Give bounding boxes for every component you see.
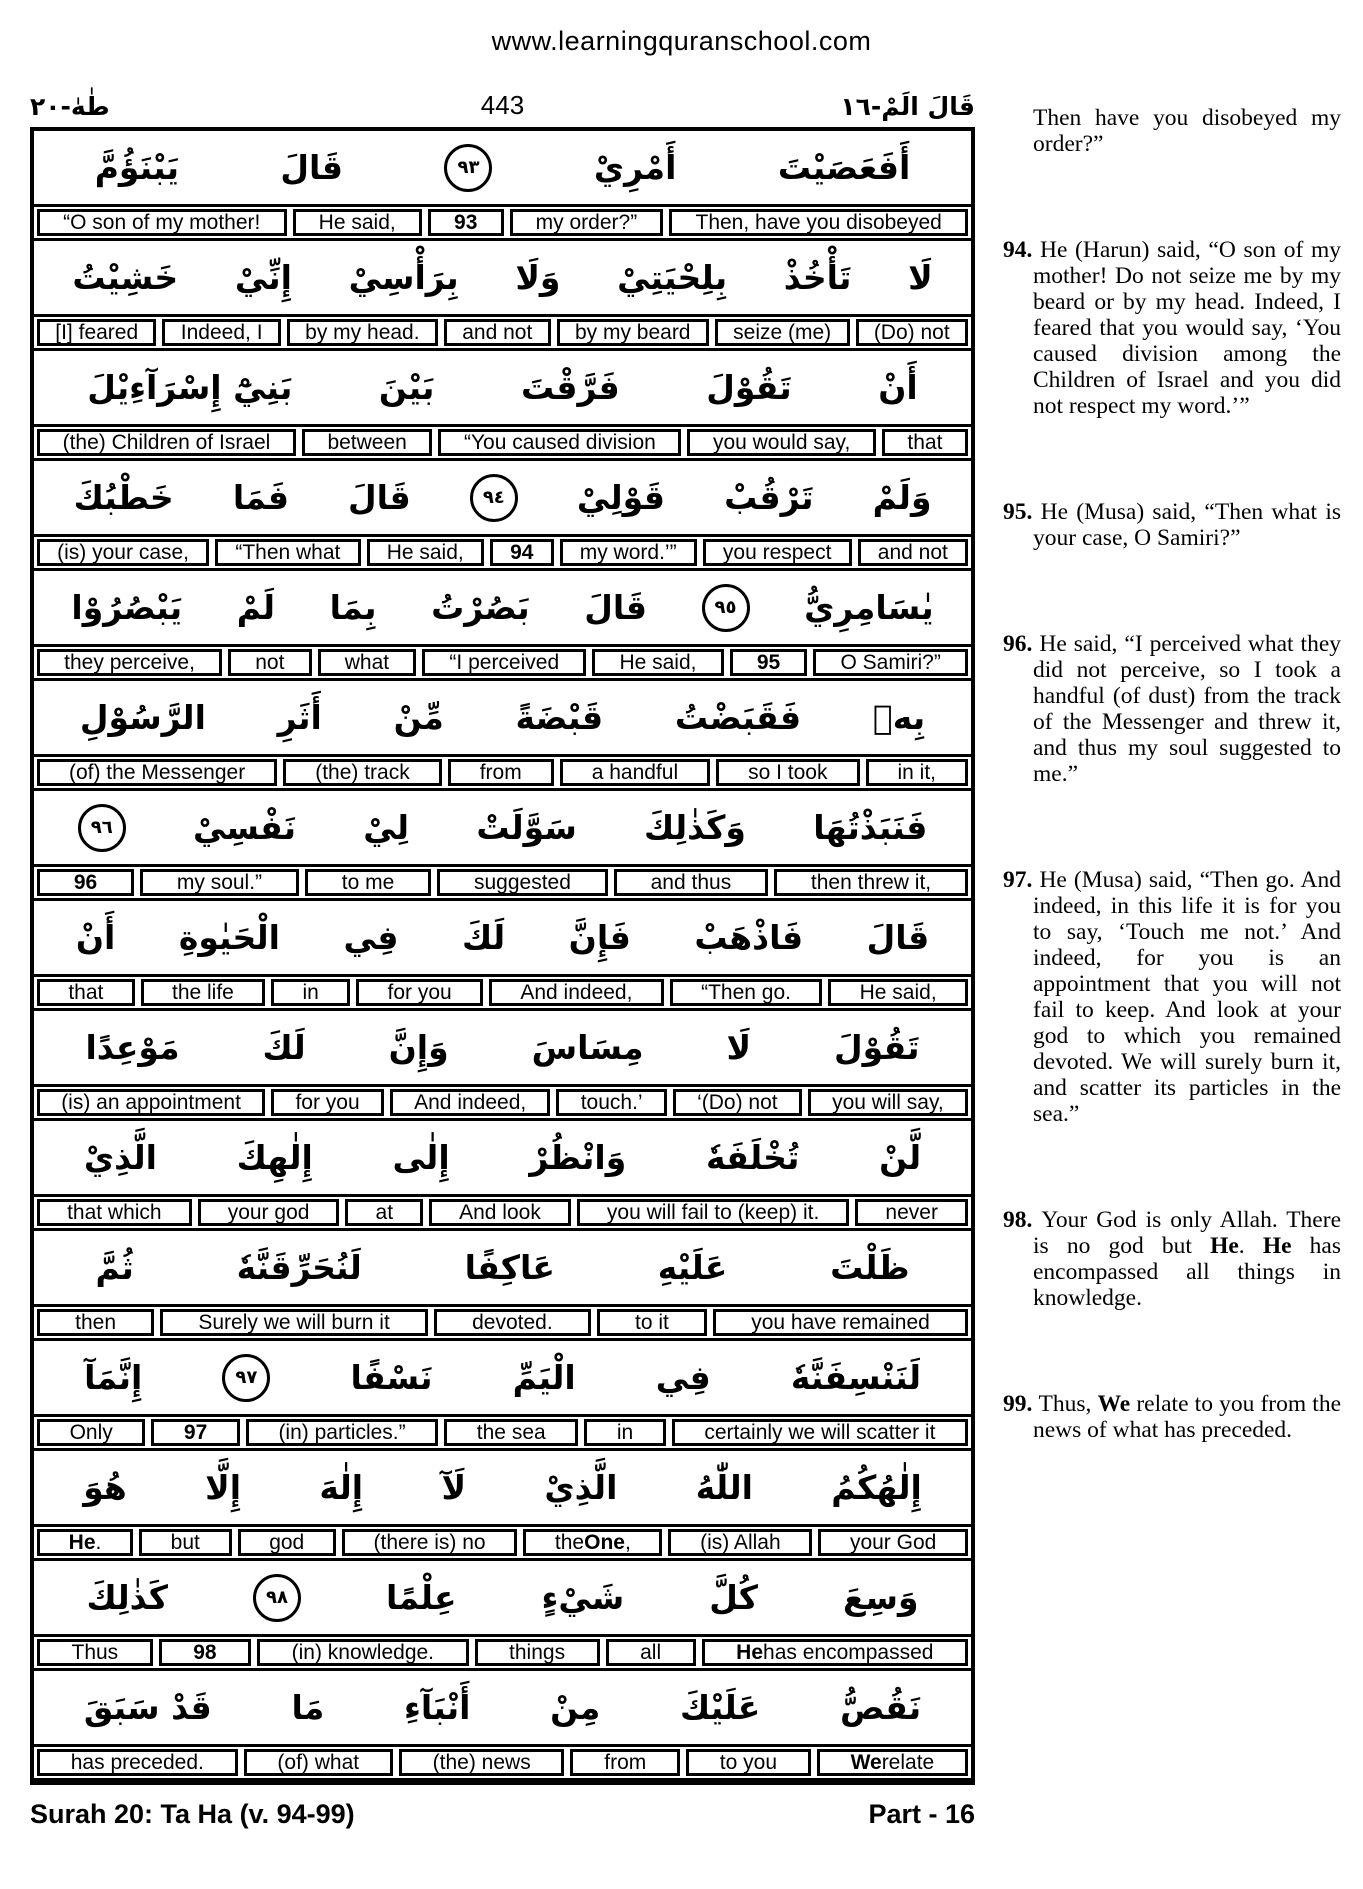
translation-cell: And look (429, 1199, 571, 1226)
arabic-word: الَّذِيْ (83, 1138, 157, 1177)
translation-cell: then threw it, (774, 869, 968, 896)
verse-number-label: 96. (1003, 631, 1040, 657)
arabic-word: فَإِنَّ (568, 918, 631, 957)
translation-cell: (is) your case, (37, 539, 209, 566)
arabic-word: إِلٰهُكُمُ (831, 1468, 922, 1507)
translation-cell: you have remained (713, 1309, 968, 1336)
translation-cell: the life (141, 979, 266, 1006)
arabic-word: مِنْ (550, 1688, 601, 1727)
continuation-paragraph: Then have you disobeyed my order?” (1033, 105, 1341, 157)
arabic-line (34, 1011, 971, 1084)
translation-cell: and not (858, 539, 968, 566)
translation-line (34, 204, 971, 241)
arabic-word: وَلَا (515, 258, 561, 297)
translation-cell: to you (686, 1749, 811, 1776)
translation-cell: Surely we will burn it (160, 1309, 428, 1336)
arabic-word: بِرَأْسِيْ (348, 258, 459, 297)
translation-line (34, 1194, 971, 1231)
translation-cell: “I perceived (422, 649, 586, 676)
translation-cell: your god (198, 1199, 340, 1226)
verse-number-cell: 97 (151, 1419, 240, 1446)
translation-line (34, 424, 971, 461)
arabic-word: الَّذِيْ (544, 1468, 618, 1507)
verse-translation-paragraph: 99. Thus, We relate to you from the news of what has preceded. (1003, 1391, 1342, 1443)
arabic-word: أَنْ (75, 918, 116, 957)
translation-line (34, 1634, 971, 1671)
translation-cell: the One , (523, 1529, 662, 1556)
arabic-word: عَلَيْكَ (680, 1688, 761, 1727)
arabic-line (34, 1341, 971, 1414)
juz-marker-arabic: قَالَ الَمْ-١٦ (840, 92, 975, 121)
translation-line (34, 974, 971, 1011)
footer-part-label: Part - 16 (868, 1799, 975, 1829)
translation-cell: not (228, 649, 312, 676)
word-translation-table (30, 127, 975, 1785)
arabic-word: بَصُرْتُ (431, 588, 530, 627)
arabic-word: إِلَّا (205, 1468, 242, 1507)
arabic-word: يٰسَامِرِيُّ (804, 588, 934, 627)
translation-cell: you will say, (808, 1089, 968, 1116)
arabic-word: لَنُحَرِّقَنَّهٗ (236, 1248, 362, 1287)
arabic-line (34, 351, 971, 424)
arabic-word: وَانْظُرْ (529, 1138, 627, 1177)
arabic-word: بَنِيْٓ إِسْرَآءِيْلَ (87, 368, 293, 407)
translation-line (34, 1304, 971, 1341)
translation-cell: in it, (866, 759, 969, 786)
arabic-word: قَوْلِيْ (576, 478, 665, 517)
verse-number-cell: 98 (159, 1639, 251, 1666)
arabic-word: وَلَمْ (872, 478, 932, 517)
translation-cell: to me (305, 869, 431, 896)
translation-cell: that (37, 979, 135, 1006)
verse-number-label: 99. (1003, 1391, 1039, 1417)
translation-line (34, 754, 971, 791)
translation-cell: “Then what (215, 539, 360, 566)
translation-cell: ‘(Do) not (673, 1089, 802, 1116)
arabic-word: بِلِحْيَتِيْ (617, 258, 728, 297)
arabic-word: نَقُصُّ (839, 1688, 922, 1727)
translation-cell: O Samiri?” (813, 649, 968, 676)
translation-cell: (in) particles.” (246, 1419, 438, 1446)
arabic-word: إِلٰهَ (319, 1468, 364, 1507)
translation-cell: all (606, 1639, 696, 1666)
arabic-word: لَّنْ (879, 1138, 922, 1177)
verse-number-cell: 95 (730, 649, 808, 676)
translation-cell: things (475, 1639, 600, 1666)
translation-cell: you would say, (687, 429, 875, 456)
translation-cell: my word.’” (560, 539, 697, 566)
arabic-line (34, 901, 971, 974)
translation-cell: for you (356, 979, 483, 1006)
arabic-line (34, 241, 971, 314)
translation-line (34, 1084, 971, 1121)
arabic-word: أَمْرِيْ (593, 148, 677, 187)
translation-cell: (is) Allah (668, 1529, 812, 1556)
arabic-word: لَمْ (236, 588, 275, 627)
verse-number-circle: ٩٥ (702, 584, 750, 632)
translation-line (34, 314, 971, 351)
translation-cell: (in) knowledge. (257, 1639, 468, 1666)
footer-surah-label: Surah 20: Ta Ha (v. 94-99) (30, 1799, 355, 1829)
content (0, 73, 1363, 1830)
translation-cell: that which (37, 1199, 192, 1226)
translation-line (34, 1414, 971, 1451)
arabic-word: فَنَبَذْتُهَا (813, 808, 928, 847)
arabic-word: إِلٰى (392, 1138, 450, 1177)
verse-number-circle: ٩٧ (222, 1354, 270, 1402)
page-footer (30, 1799, 975, 1830)
arabic-word: فِي (343, 918, 399, 957)
translation-cell: a handful (560, 759, 710, 786)
arabic-word: فِي (655, 1358, 711, 1397)
arabic-line (34, 571, 971, 644)
arabic-word: بِهٖ (872, 698, 926, 737)
arabic-word: نَسْفًا (350, 1358, 433, 1397)
verse-number-circle: ٩٣ (444, 144, 492, 192)
translation-cell: He said, (367, 539, 484, 566)
arabic-word: قَالَ (584, 588, 647, 627)
translation-cell: for you (271, 1089, 384, 1116)
translation-cell: He said, (828, 979, 968, 1006)
arabic-word: مَوْعِدًا (85, 1028, 180, 1067)
arabic-word: بِمَا (329, 588, 377, 627)
translation-cell: Thus (37, 1639, 153, 1666)
verse-number-cell: 93 (428, 209, 504, 236)
arabic-line (34, 1121, 971, 1194)
verse-number-label: 98. (1003, 1207, 1042, 1233)
translation-cell: [I] feared (37, 319, 157, 346)
arabic-word: وَكَذٰلِكَ (644, 808, 746, 847)
translation-cell: they perceive, (37, 649, 222, 676)
arabic-word: وَسِعَ (842, 1578, 919, 1617)
translation-line (34, 644, 971, 681)
arabic-word: مِسَاسَ (531, 1028, 644, 1067)
arabic-word: لَنَنْسِفَنَّهٗ (790, 1358, 921, 1397)
arabic-word: فَرَّقْتَ (521, 368, 620, 407)
arabic-word: قَبْضَةً (515, 698, 604, 737)
translation-cell: then (37, 1309, 154, 1336)
arabic-line (34, 1561, 971, 1634)
arabic-word: تَأْخُذْ (783, 258, 852, 297)
translation-cell: “Then go. (670, 979, 823, 1006)
main-column (30, 73, 975, 1830)
translation-cell: (the) news (399, 1749, 565, 1776)
arabic-word: لَكَ (262, 1028, 306, 1067)
arabic-word: فَمَا (232, 478, 289, 517)
translation-cell: from (448, 759, 554, 786)
surah-marker-arabic: طٰهٰ-٢٠ (30, 92, 110, 121)
translation-cell: devoted. (434, 1309, 591, 1336)
arabic-word: ثُمَّ (95, 1248, 134, 1287)
translation-line (34, 864, 971, 901)
translation-cell: in (271, 979, 350, 1006)
arabic-word: قَالَ (280, 148, 344, 187)
translation-cell: the sea (444, 1419, 578, 1446)
translation-cell: He said, (592, 649, 723, 676)
arabic-line (34, 131, 971, 204)
arabic-word: لِيْ (363, 808, 410, 847)
verse-number-circle: ٩٦ (78, 804, 126, 852)
arabic-word: لَا (908, 258, 933, 297)
translation-cell: you will fail to (keep) it. (577, 1199, 850, 1226)
translation-cell: from (570, 1749, 680, 1776)
translation-cell: but (139, 1529, 232, 1556)
arabic-word: شَيْءٍ (541, 1578, 625, 1617)
arabic-word: أَنْبَآءِ (404, 1688, 471, 1727)
arabic-word: عَلَيْهِ (657, 1248, 728, 1287)
arabic-word: إِنِّيْ (234, 258, 292, 297)
translation-cell: And indeed, (489, 979, 664, 1006)
verse-number-circle: ٩٤ (470, 474, 518, 522)
site-url: www.learningquranschool.com (491, 26, 872, 56)
translation-cell: between (302, 429, 433, 456)
arabic-word: لَا (726, 1028, 752, 1067)
translation-cell: touch.’ (556, 1089, 666, 1116)
translation-cell: (of) what (244, 1749, 393, 1776)
arabic-word: خَطْبُكَ (73, 478, 174, 517)
arabic-word: إِنَّمَآ (84, 1358, 143, 1397)
verse-translation-paragraph: 94. He (Harun) said, “O son of my mother! Do not seize me by my beard or by my head. Indeed, I feared that you would say, ‘You caused division among the Children of Israel and you did not respect my word.’” (1003, 237, 1341, 419)
verse-translation-paragraph: 98. Your God is only Allah. There is no god but He. He has encompassed all things in knowledge. (1003, 1207, 1342, 1311)
arabic-word: تَرْقُبْ (724, 478, 814, 517)
translation-line (34, 1744, 971, 1781)
arabic-word: أَفَعَصَيْتَ (777, 148, 911, 187)
translation-cell: and not (444, 319, 551, 346)
arabic-line (34, 1451, 971, 1524)
verse-number-cell: 96 (37, 869, 134, 896)
arabic-line (34, 1231, 971, 1304)
arabic-word: كُلَّ (709, 1578, 758, 1617)
translation-cell: god (238, 1529, 336, 1556)
translation-cell: what (318, 649, 417, 676)
verse-number-label: 95. (1003, 499, 1041, 525)
translation-cell: in (584, 1419, 666, 1446)
arabic-word: بَيْنَ (378, 368, 435, 407)
translation-cell: my soul.” (140, 869, 299, 896)
arabic-word: إِلٰهِكَ (236, 1138, 313, 1177)
arabic-word: مِّنْ (393, 698, 444, 737)
translation-cell: And indeed, (390, 1089, 551, 1116)
translation-cell: your God (818, 1529, 968, 1556)
verse-number-cell: 94 (490, 539, 554, 566)
arabic-word: لَكَ (462, 918, 506, 957)
translation-line (34, 1524, 971, 1561)
translation-cell: (there is) no (342, 1529, 517, 1556)
translation-cell: certainly we will scatter it (672, 1419, 968, 1446)
translation-cell: by my head. (287, 319, 438, 346)
arabic-word: عَاكِفًا (464, 1248, 555, 1287)
arabic-word: تُخْلَفَهٗ (705, 1138, 800, 1177)
verse-number-label: 94. (1003, 237, 1041, 263)
arabic-word: نَفْسِيْ (192, 808, 297, 847)
translation-line (34, 534, 971, 571)
arabic-word: تَقُوْلَ (834, 1028, 920, 1067)
arabic-word: يَبْنَؤُمَّ (94, 148, 179, 187)
translation-cell: Indeed, I (162, 319, 280, 346)
translation-cell: Then, have you disobeyed (669, 209, 968, 236)
verse-translation-paragraph: 97. He (Musa) said, “Then go. And indeed, in this life it is for you to say, ‘Touch me not.’ And indeed, for you is an appointment that you will not fail to keep. And look at your god to which you remained devoted. We will surely burn it, and scatter its particles in the sea.” (1003, 867, 1341, 1127)
arabic-word: عِلْمًا (385, 1578, 457, 1617)
arabic-word: لَآ (441, 1468, 467, 1507)
translation-cell: “You caused division (438, 429, 681, 456)
arabic-word: فَاذْهَبْ (694, 918, 804, 957)
arabic-word: أَثَرِ (277, 698, 322, 737)
arabic-word: الرَّسُوْلِ (79, 698, 206, 737)
translation-cell: at (345, 1199, 423, 1226)
arabic-word: فَقَبَضْتُ (674, 698, 802, 737)
arabic-word: خَشِيْتُ (72, 258, 179, 297)
translation-cell: He has encompassed (702, 1639, 968, 1666)
arabic-word: ظَلْتَ (830, 1248, 910, 1287)
arabic-line (34, 681, 971, 754)
page-header (30, 73, 975, 121)
translation-cell: (the) Children of Israel (37, 429, 296, 456)
translation-cell: He said, (293, 209, 422, 236)
translation-cell: to it (597, 1309, 707, 1336)
translation-cell: suggested (437, 869, 608, 896)
arabic-word: قَالَ (348, 478, 411, 517)
translation-sidebar (1003, 73, 1341, 1830)
arabic-word: اللّٰهُ (695, 1468, 753, 1507)
translation-cell: so I took (716, 759, 859, 786)
translation-cell: (is) an appointment (37, 1089, 265, 1116)
arabic-word: قَدْ سَبَقَ (83, 1688, 212, 1727)
translation-cell: “O son of my mother! (37, 209, 287, 236)
arabic-line (34, 791, 971, 864)
verse-translation-paragraph: 96. He said, “I perceived what they did not perceive, so I took a handful (of dust) from the track of the Messenger and threw it, and thus my soul suggested to me.” (1003, 631, 1342, 787)
translation-cell: has preceded. (37, 1749, 238, 1776)
verse-number-circle: ٩٨ (253, 1574, 301, 1622)
translation-cell: never (855, 1199, 968, 1226)
translation-cell: seize (me) (715, 319, 850, 346)
translation-cell: that (882, 429, 968, 456)
page-number: 443 (480, 90, 525, 120)
translation-cell: We relate (817, 1749, 968, 1776)
translation-cell: (of) the Messenger (37, 759, 277, 786)
translation-cell: He . (37, 1529, 133, 1556)
translation-cell: by my beard (557, 319, 709, 346)
arabic-word: يَبْصُرُوْا (71, 588, 183, 627)
arabic-word: هُوَ (83, 1468, 127, 1507)
translation-cell: my order?” (510, 209, 664, 236)
translation-cell: (the) track (283, 759, 442, 786)
verse-translation-paragraph: 95. He (Musa) said, “Then what is your case, O Samiri?” (1003, 499, 1342, 551)
arabic-line (34, 461, 971, 534)
arabic-word: أَنْ (878, 368, 918, 407)
arabic-word: الْيَمِّ (512, 1358, 576, 1397)
translation-cell: you respect (703, 539, 852, 566)
arabic-word: وَإِنَّ (388, 1028, 449, 1067)
arabic-word: الْحَيٰوةِ (178, 918, 280, 957)
translation-cell: Only (37, 1419, 145, 1446)
arabic-word: سَوَّلَتْ (476, 808, 577, 847)
arabic-word: مَا (291, 1688, 325, 1727)
arabic-line (34, 1671, 971, 1744)
arabic-word: قَالَ (866, 918, 930, 957)
translation-cell: and thus (614, 869, 768, 896)
translation-cell: (Do) not (856, 319, 969, 346)
arabic-word: كَذٰلِكَ (86, 1578, 168, 1617)
arabic-word: تَقُوْلَ (706, 368, 792, 407)
verse-number-label: 97. (1003, 867, 1040, 893)
